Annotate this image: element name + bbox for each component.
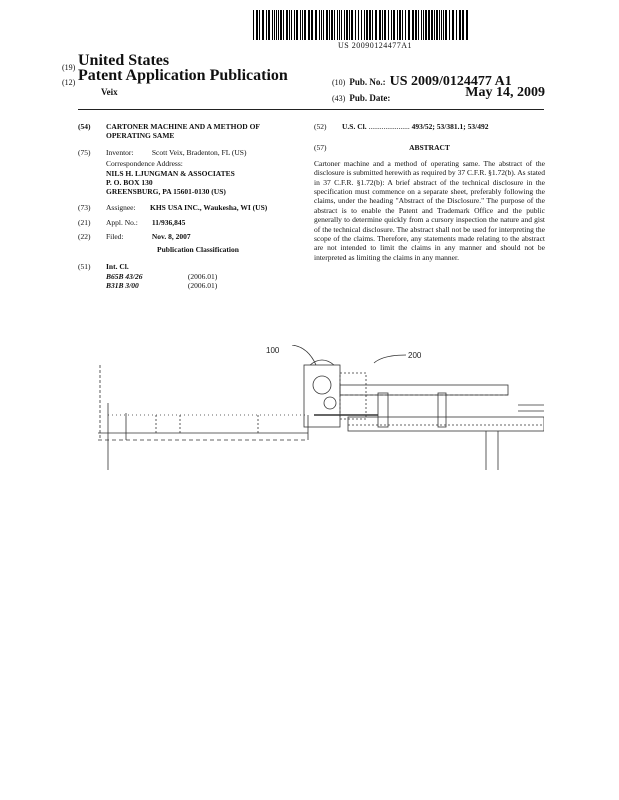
- barcode-bar: [405, 10, 406, 40]
- barcode-bar: [274, 10, 275, 40]
- barcode-bar: [341, 10, 342, 40]
- tag-43: (43): [332, 94, 346, 103]
- barcode-bar: [466, 10, 468, 40]
- barcode-bar: [384, 10, 386, 40]
- assignee-num: (73): [78, 202, 91, 212]
- barcode-bar: [268, 10, 270, 40]
- barcode-bar: [382, 10, 383, 40]
- intcl-num: (51): [78, 262, 91, 272]
- barcode-bar: [369, 10, 371, 40]
- support-1: [378, 393, 388, 427]
- barcode-bar: [294, 10, 295, 40]
- leader-200: [374, 355, 406, 363]
- barcode-bar: [346, 10, 348, 40]
- barcode-bar: [256, 10, 258, 40]
- barcode-bar: [291, 10, 292, 40]
- barcode-bar: [266, 10, 267, 40]
- machine-drawing: [98, 345, 544, 470]
- patent-drawing: [78, 345, 544, 470]
- barcode-bar: [431, 10, 433, 40]
- barcode-bar: [421, 10, 422, 40]
- filed-label: Filed:: [106, 231, 124, 241]
- barcode-bar: [402, 10, 403, 40]
- magazine: [340, 373, 366, 419]
- uscl-row: [314, 122, 545, 131]
- tag-10: (10): [332, 78, 346, 87]
- barcode-bar: [412, 10, 414, 40]
- barcode-bar: [272, 10, 273, 40]
- barcode-bar: [445, 10, 447, 40]
- barcode-bar: [372, 10, 373, 40]
- barcode-bar: [329, 10, 330, 40]
- country: United States: [78, 52, 170, 69]
- corr-line-3: GREENSBURG, PA 15601-0130 (US): [106, 187, 226, 197]
- pub-date-row: [332, 85, 545, 106]
- abstract-text: Cartoner machine and a method of operating same. The abstract of the disclosure is submitted herewith as required by 37 C.F.R. §1.72(b). As stated in 37 C.F.R. §1.72(b): A brief abstract of the technical disclosure in the specification must commence on a separate sheet, preferably following the claims, under the heading "Abstract of the Disclosure." The purpose of the abstract is to enable the Patent and Trademark Office and the public generally to determine quickly from a cursory inspection the nature and gist of the technical disclosure. The abstract shall not be used for interpreting the scope of the claims. Therefore, any statements made relating to the abstract are not intended to limit the claims in any manner and should not be interpreted as limiting the claims in any manner.: [314, 158, 545, 262]
- barcode-bar: [334, 10, 335, 40]
- filed-value: Nov. 8, 2007: [151, 231, 191, 241]
- barcode-bar: [321, 10, 322, 40]
- pub-class-heading: Publication Classification: [157, 245, 239, 255]
- former-wheel-2: [324, 397, 336, 409]
- tag-12: (12): [62, 78, 76, 87]
- barcode-bar: [355, 10, 356, 40]
- barcode-bar: [278, 10, 279, 40]
- pub-date: May 14, 2009: [465, 85, 545, 100]
- barcode-bar: [302, 10, 303, 40]
- barcode-bar: [300, 10, 301, 40]
- intcl-row: [78, 262, 290, 271]
- barcode-bar: [339, 10, 340, 40]
- appl-label: Appl. No.:: [106, 218, 138, 228]
- inventor-row: [78, 148, 290, 157]
- barcode-bar: [459, 10, 461, 40]
- barcode-bar: [452, 10, 454, 40]
- filed-num: (22): [78, 231, 91, 241]
- barcode-bar: [304, 10, 306, 40]
- pub-date-label: Pub. Date:: [349, 93, 391, 103]
- left-column: [78, 122, 290, 291]
- barcode-bar: [349, 10, 350, 40]
- barcode-bar: [280, 10, 282, 40]
- invention-title: CARTONER MACHINE AND A METHOD OF OPERATING SAME: [106, 122, 260, 141]
- publication-type: Patent Application Publication: [78, 67, 288, 84]
- barcode-bar: [326, 10, 328, 40]
- ref-200: 200: [408, 351, 422, 360]
- barcode-bar: [331, 10, 333, 40]
- class-2-year: (2006.01): [187, 281, 218, 291]
- appl-num: (21): [78, 218, 91, 228]
- barcode-bar: [415, 10, 417, 40]
- barcode-bar: [259, 10, 260, 40]
- barcode-bar: [296, 10, 298, 40]
- upper-conveyor: [340, 385, 508, 395]
- barcode-bar: [276, 10, 277, 40]
- barcode-bar: [399, 10, 401, 40]
- barcode-bar: [311, 10, 313, 40]
- barcode-bar: [262, 10, 264, 40]
- corr-label: Correspondence Address:: [106, 159, 183, 169]
- class-1-year: (2006.01): [187, 271, 218, 281]
- barcode-bar: [351, 10, 353, 40]
- inventor-num: (75): [78, 147, 91, 157]
- barcode-bar: [283, 10, 284, 40]
- inventor-header: Veix: [101, 87, 118, 97]
- abstract-num: (57): [314, 143, 327, 153]
- title-num: (54): [78, 122, 91, 131]
- corr-line-1: NILS H. LJUNGMAN & ASSOCIATES: [106, 168, 235, 178]
- uscl-label: U.S. Cl.: [342, 122, 367, 131]
- assignee-name: KHS USA INC., Waukesha, WI (US): [150, 202, 268, 212]
- uscl-num: (52): [314, 122, 327, 131]
- barcode-bar: [397, 10, 398, 40]
- appl-row: [78, 218, 290, 227]
- barcode-bar: [456, 10, 457, 40]
- class-row-2: [78, 281, 290, 290]
- class-2-code: B31B 3/00: [106, 281, 139, 291]
- barcode-bar: [379, 10, 381, 40]
- barcode-bar: [361, 10, 362, 40]
- barcode-bar: [436, 10, 438, 40]
- uscl-value: 493/52; 53/381.1; 53/492: [411, 122, 489, 131]
- former-wheel: [313, 376, 331, 394]
- header-rule: [78, 109, 544, 110]
- abstract-heading: ABSTRACT: [409, 143, 450, 153]
- leader-100: [292, 345, 316, 365]
- barcode-bar: [434, 10, 435, 40]
- appl-value: 11/936,845: [151, 218, 186, 228]
- intcl-label: Int. Cl.: [106, 262, 129, 272]
- right-column: [314, 122, 545, 262]
- barcode-bar: [253, 10, 254, 40]
- ref-100: 100: [266, 346, 280, 355]
- assignee-label: Assignee:: [106, 202, 136, 212]
- barcode-bar: [319, 10, 320, 40]
- tag-19: (19): [62, 63, 76, 72]
- barcode-bar: [462, 10, 464, 40]
- barcode-bar: [439, 10, 440, 40]
- barcode-bar: [391, 10, 392, 40]
- class-row-1: [78, 272, 290, 281]
- corr-line-2: P. O. BOX 130: [106, 178, 153, 188]
- pub-number-label: Pub. No.:: [349, 77, 386, 87]
- barcode-bar: [323, 10, 324, 40]
- barcode-number: US 20090124477A1: [338, 41, 413, 50]
- inventor-value: Scott Veix, Bradenton, FL (US): [151, 147, 247, 157]
- abstract-heading-row: [314, 143, 545, 152]
- barcode-bar: [337, 10, 338, 40]
- barcode-bar: [364, 10, 365, 40]
- barcode-bar: [408, 10, 410, 40]
- filed-row: [78, 232, 290, 241]
- class-1-code: B65B 43/26: [106, 271, 143, 281]
- barcode-bar: [375, 10, 377, 40]
- former-box: [304, 365, 340, 427]
- barcode-bar: [393, 10, 395, 40]
- barcode-bar: [366, 10, 368, 40]
- barcode-bar: [308, 10, 310, 40]
- inventor-label: Inventor:: [106, 147, 134, 157]
- barcode-bar: [289, 10, 290, 40]
- barcode: [253, 10, 471, 40]
- barcode-bar: [358, 10, 359, 40]
- barcode-bar: [418, 10, 419, 40]
- barcode-bar: [286, 10, 288, 40]
- barcode-bar: [449, 10, 450, 40]
- barcode-bar: [425, 10, 427, 40]
- barcode-bar: [388, 10, 389, 40]
- barcode-bar: [428, 10, 430, 40]
- barcode-bar: [423, 10, 424, 40]
- barcode-bar: [443, 10, 444, 40]
- title-row: [78, 122, 290, 141]
- assignee-row: [78, 203, 290, 212]
- barcode-bar: [441, 10, 442, 40]
- barcode-bar: [344, 10, 345, 40]
- assignee-value: [150, 203, 290, 212]
- uscl-dots: ......................: [368, 122, 410, 131]
- barcode-bar: [315, 10, 317, 40]
- pub-number: US 2009/0124477 A1: [389, 74, 512, 89]
- support-2: [438, 393, 446, 427]
- correspondence: [78, 159, 290, 197]
